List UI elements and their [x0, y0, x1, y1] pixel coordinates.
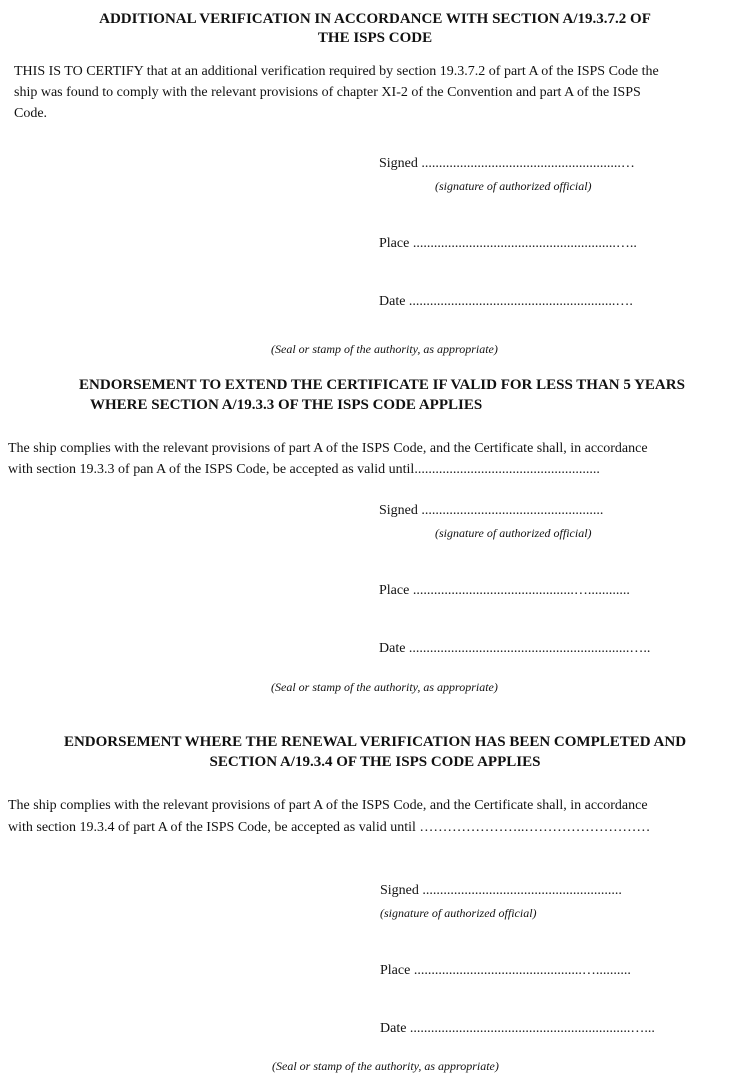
section3-signature-caption: (signature of authorized official) — [380, 906, 537, 920]
section3-date-field: Date ...............................................................…... — [380, 1021, 655, 1036]
section2-signed-field: Signed .................................................... — [379, 503, 604, 518]
section1-signature-caption: (signature of authorized official) — [435, 179, 592, 193]
section2-heading-line1: ENDORSEMENT TO EXTEND THE CERTIFICATE IF VALID FOR LESS THAN 5 YEARS — [79, 377, 685, 393]
section2-signature-caption: (signature of authorized official) — [435, 526, 592, 540]
section3-seal-caption: (Seal or stamp of the authority, as appropriate) — [272, 1059, 499, 1073]
section2-place-field: Place ..............................................…............ — [379, 583, 630, 598]
section3-heading-line2: SECTION A/19.3.4 OF THE ISPS CODE APPLIES — [209, 754, 541, 770]
section1-body-line3: Code. — [14, 106, 48, 121]
section3-body-line1: The ship complies with the relevant provisions of part A of the ISPS Code, and the Certificate shall, in accordance — [8, 798, 648, 813]
section1-heading-line1: ADDITIONAL VERIFICATION IN ACCORDANCE WITH SECTION A/19.3.7.2 OF — [99, 11, 651, 27]
section2-date-field: Date ...............................................................….. — [379, 641, 651, 656]
section1-body-line2: ship was found to comply with the relevant provisions of chapter XI-2 of the Convention and part A of the ISPS — [14, 85, 641, 100]
section1-date-field: Date ...........................................................…. — [379, 294, 633, 309]
section3-body-line2: with section 19.3.4 of part A of the ISPS Code, be accepted as valid until …………………..……………………… — [8, 820, 651, 835]
section3-place-field: Place ................................................….......... — [380, 963, 631, 978]
section2-body-line2: with section 19.3.3 of pan A of the ISPS Code, be accepted as valid until..................................................... — [8, 462, 600, 477]
section1-heading-line2: THE ISPS CODE — [317, 30, 433, 46]
section1-place-field: Place ..........................................................….. — [379, 236, 637, 251]
section1-signed-field: Signed .........................................................… — [379, 156, 635, 171]
section2-heading-line2: WHERE SECTION A/19.3.3 OF THE ISPS CODE APPLIES — [90, 397, 483, 413]
section1-body-line1: THIS IS TO CERTIFY that at an additional verification required by section 19.3.7.2 of part A of the ISPS Code the — [14, 64, 659, 79]
section2-seal-caption: (Seal or stamp of the authority, as appropriate) — [271, 680, 498, 694]
section2-body-line1: The ship complies with the relevant provisions of part A of the ISPS Code, and the Certificate shall, in accordance — [8, 441, 648, 456]
section1-seal-caption: (Seal or stamp of the authority, as appropriate) — [271, 342, 498, 356]
section3-signed-field: Signed ......................................................... — [380, 883, 622, 898]
section3-heading-line1: ENDORSEMENT WHERE THE RENEWAL VERIFICATION HAS BEEN COMPLETED AND — [63, 734, 687, 750]
